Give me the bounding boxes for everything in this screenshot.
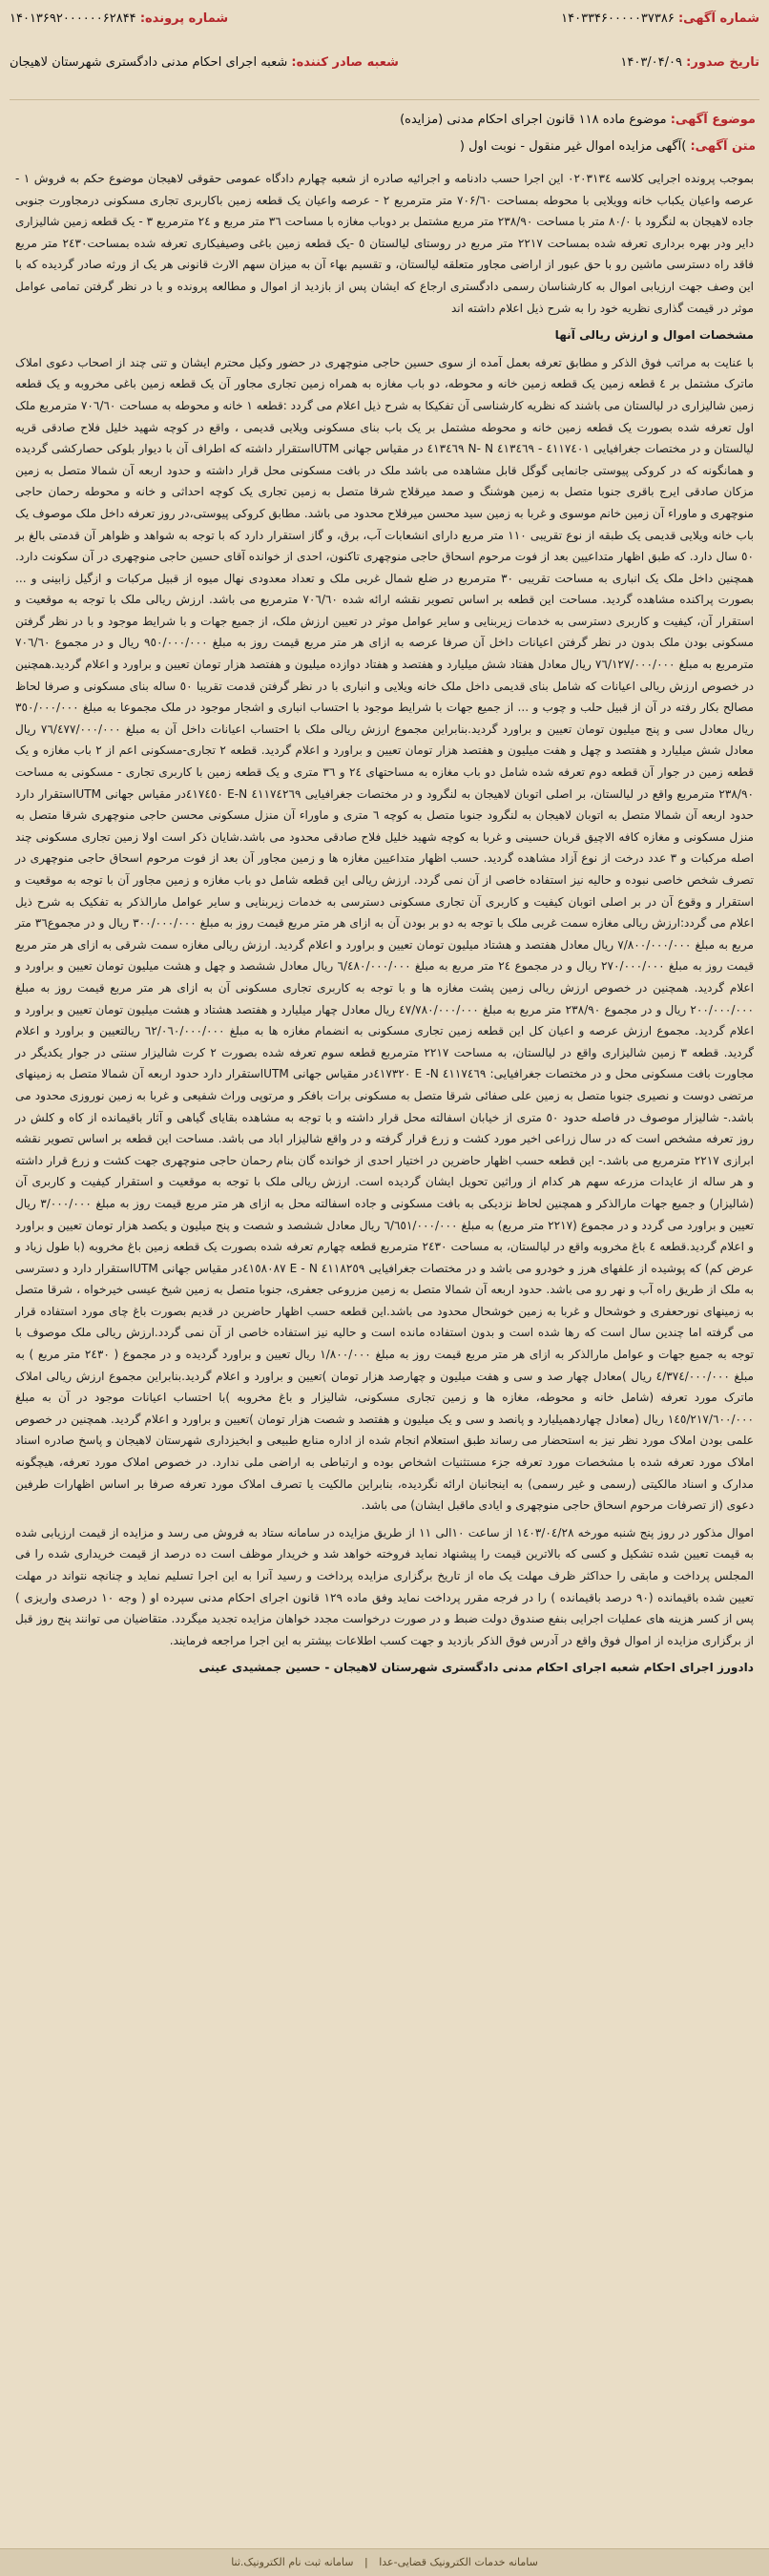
issuing-branch-row [10, 55, 399, 70]
body-paragraph-intro: بموجب پرونده اجرایی کلاسه ۰۲۰۳۱۳٤ این اجرا حسب دادنامه و اجرائیه صادره از شعبه چهارم دادگاه عمومی حقوقی لاهیجان موضوع حکم به فروش ۱ - عرصه واعیان یکباب خانه وویلایی با محوطه بمساحت ۷۰۶/٦۰ متر مترمربع ۲ - عرصه واعیان یک قطعه زمین باکاربری تجاری مسکونی درمجاورت جنوبی جاده لاهیجان به لنگرود با ۸۰/۰ متر با مساحت ۲۳۸/۹۰ متر مربع مشتمل بر دوباب مغازه با مساحت ۳٦ متر مربع و ۲٤ مترمربع ۳ - یک قطعه زمین شالیزاری دایر ودر بهره برداری تعرفه شده بمساحت ۲۲۱۷ متر مربع در روستای لیالستان ٥ -یک قطعه زمین باغی وصیفیکاری تعرفه شده بمساحت۲٤۳۰ متر مربع فاقد راه دسترسی ماشین رو با حق عبور از اراضی مجاور متعلقه لیالستان، و تقسیم بهاء آن به میزان سهم الارث قانونی هر یک از ورثه صادر گردیده که با این وصف جهت ارزیابی اموال به کارشناسان رسمی دادگستری ارجاع که ایشان پس از بازدید از اموال و مطالعه پرونده و با در نظر گرفتن تمامی عوامل موثر در قیمت گذاری نظریه خود را به شرح ذیل اعلام داشته اند [15, 172, 755, 315]
body-paragraph-auction: اموال مذکور در روز پنج شنبه مورخه ۱٤۰۳/۰٤/۲۸ از ساعت ۱۰الی ۱۱ از طریق مزایده در سامانه ستاد به فروش می رسد و مزایده از قیمت ارزیابی شده به قیمت تعیین شده تشکیل و کسی که بالاترین قیمت را پیشنهاد نماید فروخته خواهد شد و خریدار موظف است ده درصد از قیمت خریداری شده را فی المجلس پرداخت و مابقی را حداکثر ظرف مهلت یک ماه از تاریخ برگزاری مزایده پرداخت و رسید آنرا به این اجرا تسلیم نماید و چنانچه نتواند در مهلت تعیین شده باقیمانده (۹۰ درصد باقیمانده ) را در فرجه مقرر پرداخت نماید وفق ماده ۱۲۹ قانون اجرای احکام مدنی سپرده او ( وجه ۱۰ درصدی واریزی ) پس از کسر هزینه های عملیات اجرایی بنفع صندوق دولت ضبط و در صورت درخواست مجدد خواهان مزایده تجدید میگردد. متقاضیان می توانند پنج روز قبل از برگزاری مزایده از اموال فوق واقع در آدرس فوق الذکر بازدید و جهت کسب اطلاعات بیشتر به این اجرا مراجعه فرمایند. [15, 1525, 755, 1647]
footer-link-sana[interactable]: سامانه ثبت نام الکترونیک.ثنا [231, 2556, 354, 2568]
signature: دادورز اجرای احکام شعبه اجرای احکام مدنی دادگستری شهرستان لاهیجان - حسین جمشیدی عینی [198, 1661, 754, 1675]
ad-number: ۱۴۰۳۳۴۶۰۰۰۰۰۳۷۳۸۶ [561, 11, 675, 26]
notice-meta [13, 107, 756, 160]
issuing-branch-label: شعبه صادر کننده: [291, 55, 399, 70]
ad-number-label: شماره آگهی: [677, 11, 759, 26]
footer-link-adl[interactable]: سامانه خدمات الکترونیک قضایی-عدا [379, 2556, 538, 2568]
subject-row [13, 107, 756, 134]
case-number: ۱۴۰۱۳۶۹۲۰۰۰۰۰۰۶۲۸۴۴ [10, 11, 136, 26]
text-row [13, 134, 756, 160]
footer-separator: | [364, 2556, 368, 2568]
notice-body [15, 168, 754, 1685]
body-paragraph-properties: با عنایت به مراتب فوق الذکر و مطابق تعرفه بعمل آمده از سوی حسین حاجی منوچهری در حضور وکیل محترم ایشان و تنی چند از اصحاب دعوی املاک ماترک مشتمل بر ٤ قطعه زمین یک قطعه زمین خانه و محوطه، دو باب مغازه به همراه زمین تجاری مجاور آن یک قطعه زمین باغی مخروبه و یک قطعه زمین شالیزاری در لیالستان می باشند که نظریه کارشناسی آن تفکیکا به شرح ذیل اعلام می گردد :قطعه ۱ خانه و محوطه به مساحت ۷۰٦/٦۰ مترمربع ملک اول تعرفه شده بصورت یک قطعه زمین خانه و محوطه مشتمل بر یک باب بنای مسکونی ویلایی قدیمی ، واقع در کوچه شهید خلیل فلاح صادقی قریه لیالستان و در مختصات جغرافیایی ٤۱۱۷٤۰۱ - ٤۱۳٤٦۹ N -٤۱۳٤٦۹ N در مقیاس جهانی UTMاستقرار داشته که اطراف آن با دیوار بلوکی حصارکشی گردیده و همانگونه که در کروکی پیوستی جانمایی گوگل قابل مشاهده می باشد ملک در بافت مسکونی محل قرار داشته و حدود اربعه آن شمالا متصل به زمین مزکان صادقی ایرج باقری جنوبا متصل به زمین هوشنگ و صمد میرقلاج شرقا متصل به زمین تجاری یک کوچه احداثی و خانه و محوطه رحمان حاجی منوچهری و ماوراء آن زمین خانم موسوی و غربا به زمین سید محسن میرفلاح محدود می باشد. مطابق کروکی پیوستی،در روز تعرفه داخل ملک موصوف یک باب خانه ویلایی قدیمی یک طبقه از نوع تقریبی ۱۱۰ متر مربع دارای انشعابات آب، برق، و گاز استقرار دارد که با توجه به شواهد و ظواهر آن قدمتی بالغ بر ٥۰ سال دارد. که طبق اظهار متداعیین بعد از فوت مرحوم اسحاق حاجی منوچهری تاکنون، احدی از خوانده آقای حسین حاجی منوچهری در آن سکونت دارد. همچنین داخل ملک یک انباری به مساحت تقریبی ۳۰ مترمربع در ضلع شمال غربی ملک و تعداد معدودی نهال میوه از قبیل مرکبات و ازگیل زابینی و ... بصورت پراکنده مشاهده گردید. مساحت این قطعه بر اساس تصویر نقشه ارائه شده ۷۰٦/٦۰ مترمربع می باشد. ارزش ریالی ملک با توجه به موقعیت و استقرار آن، کیفیت و کاربری دسترسی به خدمات زیربنایی و سایر عوامل موثر در تعیین ارزش ملک، از جمیع جهات و با شرایط موجود و با در نظر گرفتن مسکونی بودن ملک بدون در نظر گرفتن اعیانات داخل آن صرفا عرصه به ازای هر متر مربع قیمت روز به مبلغ ۹٥۰/۰۰۰/۰۰۰ ریال و در مجموع ۷۰٦/٦۰ مترمربع به مبلغ ۷٦/۱۲۷/۰۰۰/۰۰۰ ریال معادل هفتاد شش میلیارد و هفتصد و هفتاد دوازده میلیون و هفتصد هزار تومان تعیین و براورد و اعلام گردید.همچنین در خصوص ارزش ریالی اعیانات که شامل بنای قدیمی داخل ملک خانه ویلایی و انباری با در نظر گرفتن قدمت تقریبا ٥۰ ساله بنای مسکونی و صرفا لحاظ مصالح بکار رفته در آن از قبیل حلب و چوب و ... از جمیع جهات با شرایط موجود با احتساب انباری و اشجار موجود در ملک مجموعا به مبلغ ۳٥۰/۰۰۰/۰۰۰ ریال معادل سی و پنج میلیون تومان تعیین و براورد گردید.بنابراین مجموع ارزش ریالی ملک با احتساب اعیانات داخل آن به مبلغ ۷٦/٤۷۷/۰۰۰/۰۰۰ ریال معادل شش میلیارد و هفتصد و چهل و هفت میلیون و هفتصد هزار تومان تعیین و براورد و اعلام گردید. قطعه ۲ تجاری-مسکونی اعم از ۲ باب مغازه و یک قطعه زمین در جوار آن قطعه دوم تعرفه شده شامل دو باب مغازه به مساحتهای ۲٤ و ۳٦ متری و یک قطعه زمین با کاربری تجاری - مسکونی به مساحت ۲۳۸/۹۰ مترمربع واقع در لیالستان، بر اصلی اتوبان لاهیجان به لنگرود و در مختصات جغرافیایی ٤۱۱۷٤۲٦۹ N-٤۱۷٤٥۰ Eدر مقیاس جهانی UTMاستقرار دارد حدود اربعه آن شمالا متصل به اتوبان لاهیجان به لنگرود جنوبا متصل به کوچه ٦ متری و ماوراء آن منزل مسکونی محسن حاجی منوچهری شرقا متصل به منزل مسکونی و مغازه کافه الاچیق قربان حسینی و غربا به کوچه شهید خلیل فلاح صادقی محدود می باشد.شایان ذکر است اولا زمین تجاری مسکونی چند اصله مرکبات و ۳ عدد درخت از نوع آزاد مشاهده گردید. حسب اظهار متداعیین مغازه ها و زمین مجاور آن بعد از فوت مرحوم اسحاق حاجی منوچهری در تصرف شخص خاصی نبوده و حالیه نیز استفاده خاصی از آن نمی گردد. ارزش ریالی این قطعه شامل دو باب مغازه و زمین مجاور آن با توجه به موقعیت و استقرار و وقوع آن در بر اصلی اتوبان کیفیت و کاربری آن تجاری مسکونی دسترسی به خدمات زیربنایی و سایر عوامل مارالذکر به تفکیک به شرح ذیل اعلام می گردد:ارزش ریالی مغازه سمت غربی ملک با توجه به دو بر بودن آن به ازای هر متر مربع قیمت روز به مبلغ ۳۰۰/۰۰۰/۰۰۰ ریال و در مجموع۳٦ متر مربع به مبلغ ۷/۸۰۰/۰۰۰/۰۰۰ ریال معادل هفتصد و هشتاد میلیون تومان تعیین و براورد و اعلام گردید. ارزش ریالی مغازه سمت شرقی به ازای هر متر مربع قیمت روز به مبلغ ۲۷۰/۰۰۰/۰۰۰ ریال و در مجموع ۲٤ متر مربع به مبلغ ٦/٤۸۰/۰۰۰/۰۰۰ ریال معادل ششصد و چهل و هشت میلیون تومان تعیین و براورد و اعلام گردید. همچنین در خصوص ارزش ریالی زمین پشت مغازه ها و با توجه به کاربری تجاری مسکونی آن به ازای هر متر مربع قیمت روز به مبلغ ۲۰۰/۰۰۰/۰۰۰ ریال و در مجموع ۲۳۸/۹۰ متر مربع به مبلغ ٤۷/۷۸۰/۰۰۰/۰۰۰ ریال معادل چهار میلیارد و هفتصد هشتاد و هشت میلیون تومان تعیین و براورد و اعلام گردید. مجموع ارزش عرصه و اعیان کل این قطعه زمین تجاری مسکونی به انضمام مغازه ها به مبلغ ٦۲/۰٦۰/۰۰۰/۰۰۰ ریالتعیین و براورد و اعلام گردید. قطعه ۳ زمین شالیزاری واقع در لیالستان، به مساحت ۲۲۱۷ مترمربع قطعه سوم تعرفه شده بصورت ۲ کرت شالیزار سنتی در جوار یکدیگر در مجاورت بافت مسکونی محل و در مختصات جغرافیایی: ٤۱۱۷٤٦۹ N- ٤۱۷۳۲۰ Eدر مقیاس جهانی UTMاستقرار دارد حدود اربعه آن شمالا متصل به زمینهای مرتضی دوست و نصیری جنوبا متصل به زمین علی صفائی شرقا متصل به مسکونی برات بافکر و مرتوپی وراث شفیعی و غربا به زمین نوروزی محدود می باشد.- شالیزار موصوف در فاصله حدود ٥۰ متری از خیابان اسفالته محل قرار داشته و با توجه به مشاهده بقایای گیاهی و آثار باقیمانده از کاه و کلش در روز تعرفه مشخص است که در سال زراعی اخیر مورد کشت و زرع قرار گرفته و در واقع شالیزار اباد می باشد. مساحت این قطعه بر اساس تصویر نقشه ابرازی ۲۲۱۷ مترمربع می باشد.- این قطعه حسب اظهار حاضرین در اختیار احدی از خوانده گان بنام رحمان حاجی منوچهری جهت کشت و زرع قرار داشته و هر ساله از عایدات مزرعه سهم هر کدام از وراثین تحویل ایشان گردیده است. ارزش ریالی ملک با توجه به موقعیت و استقرار کیفیت و کاربری آن (شالیزار) و جمیع جهات مارالذکر و همچنین لحاظ نزدیکی به بافت مسکونی و جاده اسفالته محل به ازای هر متر مربع قیمت روز به مبلغ ۳/۰۰۰/۰۰۰ ریال تعیین و براورد می گردد و در مجموع (۲۲۱۷ متر مربع) به مبلغ ٦/٦٥۱/۰۰۰/۰۰۰ ریال معادل ششصد و شصت و پنج میلیون و یکصد هزار تومان تعیین و براورد و اعلام گردید.قطعه ٤ باغ مخروبه واقع در لیالستان، به مساحت ۲٤۳۰ مترمربع قطعه چهارم تعرفه شده بصورت یک قطعه زمین باغ مخروبه (با طول زیاد و عرض کم) که پوشیده از علفهای هرز و خودرو می باشد و در مختصات جغرافیایی ٤۱۱۸۲٥۹ N - ٤۱٥۸۰۸۷ Eدر مقیاس جهانی UTMاستقرار دارد و دسترسی به ملک از طریق راه آب و نهر رو می باشد. حدود اربعه آن شمالا متصل به زمین مزروعی جعفری، جنوبا متصل به زمین شیخ عیسی خیرخواه ، شرقا متصل به زمینهای نورحعفری و خوشحال و غربا به زمین خوشحال محدود می باشد.این قطعه حسب اظهار حاضرین در قدیم بصورت باغ چای مورد استفاده قرار می گرفته اما چندین سال است که رها شده است و بدون استفاده مانده است و حالیه نیز استفاده خاصی از آن نمی گردد.ارزش ریالی ملک موصوف با توجه به جمیع جهات و عوامل مارالذکر به ازای هر متر مربع قیمت روز به مبلغ ۱/۸۰۰/۰۰۰ ریال تعیین و براورد گردیده و در مجموع ( ۲٤۳۰ متر مربع ) به مبلغ ٤/۳۷٤/۰۰۰/۰۰۰ ریال )معادل چهار صد و سی و هفت میلیون و چهارصد هزار تومان )تعیین و براورد و اعلام گردید.بنابراین مجموع ارزش ریالی املاک ماترک مورد تعرفه (شامل خانه و محوطه، مغازه ها و زمین تجاری مسکونی، شالیزار و باغ مخروبه )با احتساب اعیانات موجود در آن به مبلغ ۱٤٥/۲۱۷/٦۰۰/۰۰۰ ریال (معادل چهاردهمیلیارد و پانصد و سی و یک میلیون و هفتصد و شصت هزار تومان )تعیین و براورد و اعلام گردید. همچنین در خصوص علمی بودن املاک مورد نظر نیز به استحضار می رساند طبق استعلام انجام شده از اداره منابع طبیعی و ابخیزداری شهرستان لاهیجان و پاسخ صادره اسناد املاک مورد تعرفه شده با مشخصات مورد تعرفه جزء مستثنیات اشخاص بوده و ارتباطی به اراضی ملی ندارد. در خصوص املاک مورد تعرفه، هیچگونه مدارک و اسناد مالکیتی (رسمی و غیر رسمی) به اینجانبان ارائه نگردیده، بنابراین مالکیت یا تصرف املاک مورد تعرفه صرفا بر اساس اظهارات طرفین دعوی (از تصرفات مرحوم اسحاق حاجی منوچهری و ایادی ماقبل ایشان) می باشد. [15, 355, 755, 1513]
ad-number-row [561, 11, 759, 26]
issue-date: ۱۴۰۳/۰۴/۰۹ [620, 55, 682, 70]
subject-value: موضوع ماده ۱۱۸ قانون اجرای احکام مدنی (مزایده) [400, 113, 667, 127]
footer-bar [0, 2548, 769, 2576]
issue-date-label: تاریخ صدور: [686, 55, 759, 70]
notice-header [10, 8, 759, 100]
body-subheading: مشخصات اموال و ارزش ریالی آنها [554, 328, 754, 343]
case-number-label: شماره پرونده: [139, 11, 229, 26]
issuing-branch: شعبه اجرای احکام مدنی دادگستری شهرستان لاهیجان [10, 55, 288, 70]
issue-date-row [620, 55, 759, 70]
subject-label: موضوع آگهی: [670, 113, 756, 127]
case-number-row [10, 11, 228, 26]
text-title: )آگهی مزایده اموال غیر منقول - نوبت اول ( [459, 139, 687, 154]
text-label: متن آگهی: [690, 139, 756, 154]
